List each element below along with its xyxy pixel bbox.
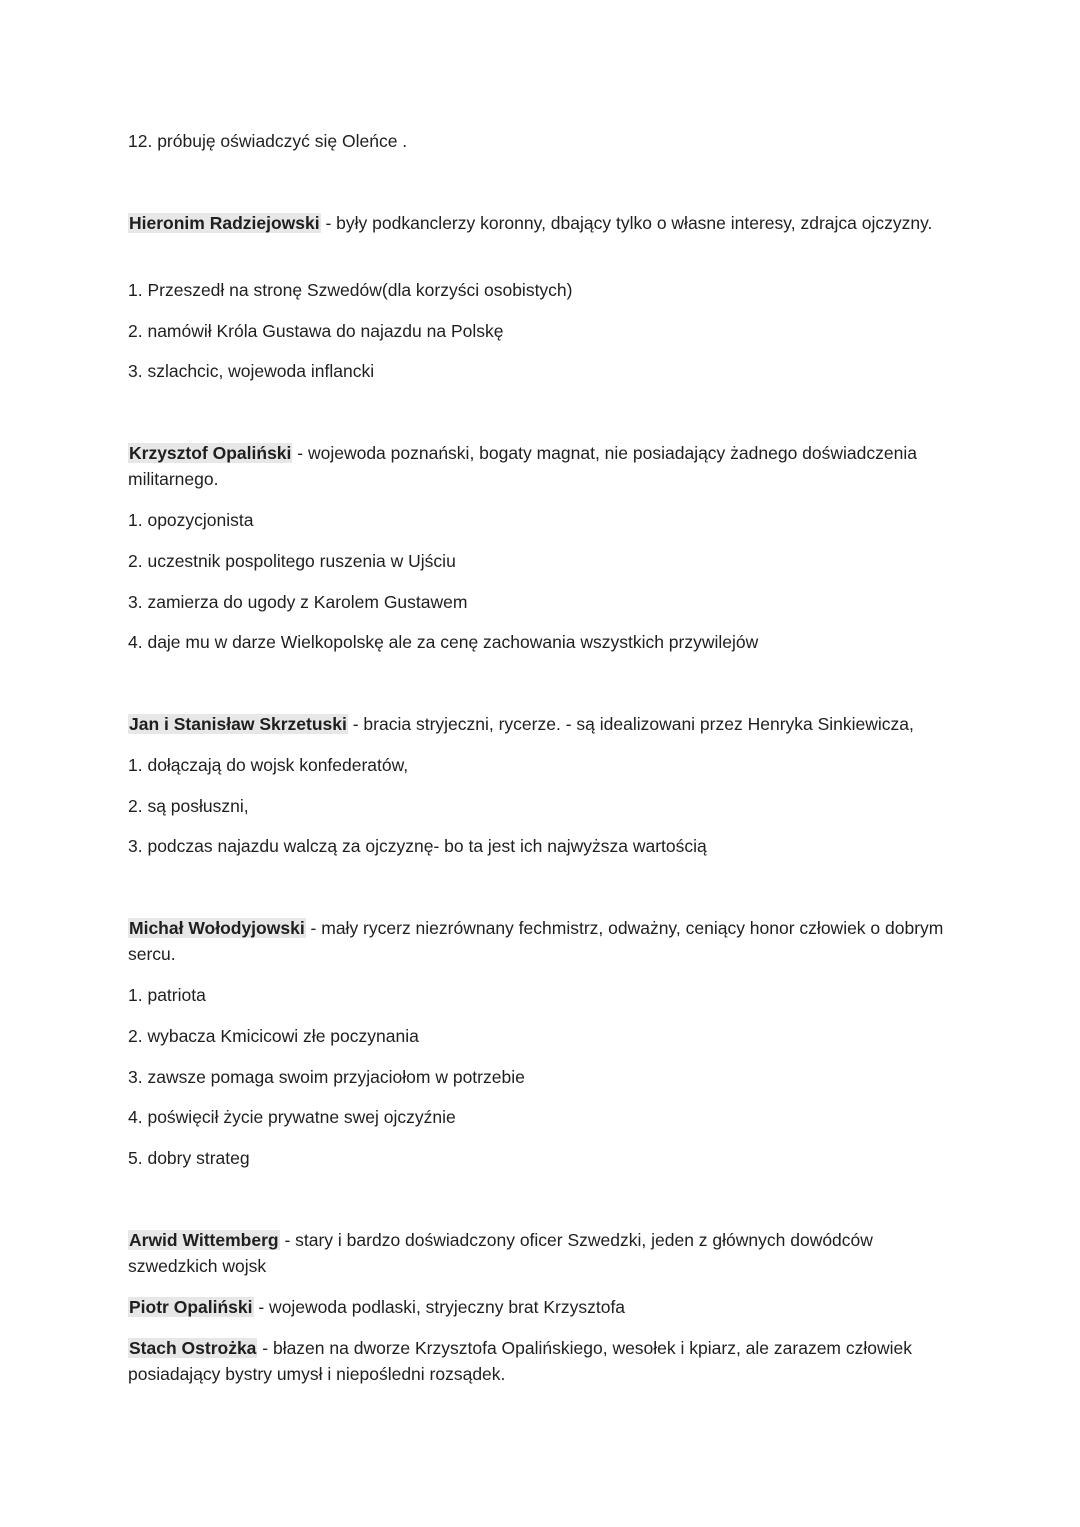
character-name: Arwid Wittemberg [129,1230,279,1250]
list-item-text: 2. wybacza Kmicicowi złe poczynania [128,1026,419,1046]
list-item-text: 4. poświęcił życie prywatne swej ojczyźnie [128,1107,456,1127]
character-name: Jan i Stanisław Skrzetuski [129,714,347,734]
list-item-text: 3. podczas najazdu walczą za ojczyznę- bo ta jest ich najwyższa wartością [128,836,707,856]
character-entry [128,1335,948,1387]
character-entry [128,440,948,492]
character-name: Michał Wołodyjowski [129,918,305,938]
character-name: Hieronim Radziejowski [129,213,320,233]
list-item [128,752,948,778]
character-description: - wojewoda poznański, bogaty magnat, nie posiadający żadnego doświadczenia militarnego. [128,443,917,489]
list-item-text: 3. zamierza do ugody z Karolem Gustawem [128,592,468,612]
character-description: - były podkanclerzy koronny, dbający tylko o własne interesy, zdrajca ojczyzny. [320,213,933,233]
list-item [128,128,948,154]
character-entry [128,210,948,236]
character-entry [128,711,948,737]
character-description: - stary i bardzo doświadczony oficer Szwedzki, jeden z głównych dowódców szwedzkich wojsk [128,1230,873,1276]
list-item [128,1145,948,1171]
list-item [128,589,948,615]
list-item [128,1104,948,1130]
list-item-text: 2. namówił Króla Gustawa do najazdu na Polskę [128,321,504,341]
character-entry [128,1294,948,1320]
list-item [128,277,948,303]
list-item [128,358,948,384]
list-item-text: 1. opozycjonista [128,510,254,530]
list-item [128,318,948,344]
character-entry [128,915,948,967]
list-item [128,793,948,819]
list-item [128,507,948,533]
character-description: - bracia stryjeczni, rycerze. - są idealizowani przez Henryka Sinkiewicza, [347,714,914,734]
list-item-text: 12. próbuję oświadczyć się Oleńce . [128,131,408,151]
character-name: Stach Ostrożka [129,1338,257,1358]
list-item-text: 2. uczestnik pospolitego ruszenia w Ujściu [128,551,456,571]
list-item [128,548,948,574]
character-name: Krzysztof Opaliński [129,443,292,463]
list-item [128,982,948,1008]
list-item-text: 5. dobry strateg [128,1148,250,1168]
character-entry [128,1227,948,1279]
list-item-text: 1. patriota [128,985,206,1005]
list-item [128,833,948,859]
list-item-text: 3. zawsze pomaga swoim przyjaciołom w potrzebie [128,1067,525,1087]
list-item-text: 1. Przeszedł na stronę Szwedów(dla korzyści osobistych) [128,280,573,300]
list-item-text: 4. daje mu w darze Wielkopolskę ale za cenę zachowania wszystkich przywilejów [128,632,759,652]
character-description: - błazen na dworze Krzysztofa Opalińskiego, wesołek i kpiarz, ale zarazem człowiek posiadający bystry umysł i niepośledni rozsądek. [128,1338,912,1384]
character-description: - mały rycerz niezrównany fechmistrz, odważny, ceniący honor człowiek o dobrym sercu. [128,918,944,964]
list-item [128,629,948,655]
list-item-text: 2. są posłuszni, [128,796,249,816]
list-item [128,1023,948,1049]
list-item [128,1064,948,1090]
character-description: - wojewoda podlaski, stryjeczny brat Krzysztofa [253,1297,626,1317]
list-item-text: 1. dołączają do wojsk konfederatów, [128,755,409,775]
list-item-text: 3. szlachcic, wojewoda inflancki [128,361,375,381]
character-name: Piotr Opaliński [129,1297,253,1317]
